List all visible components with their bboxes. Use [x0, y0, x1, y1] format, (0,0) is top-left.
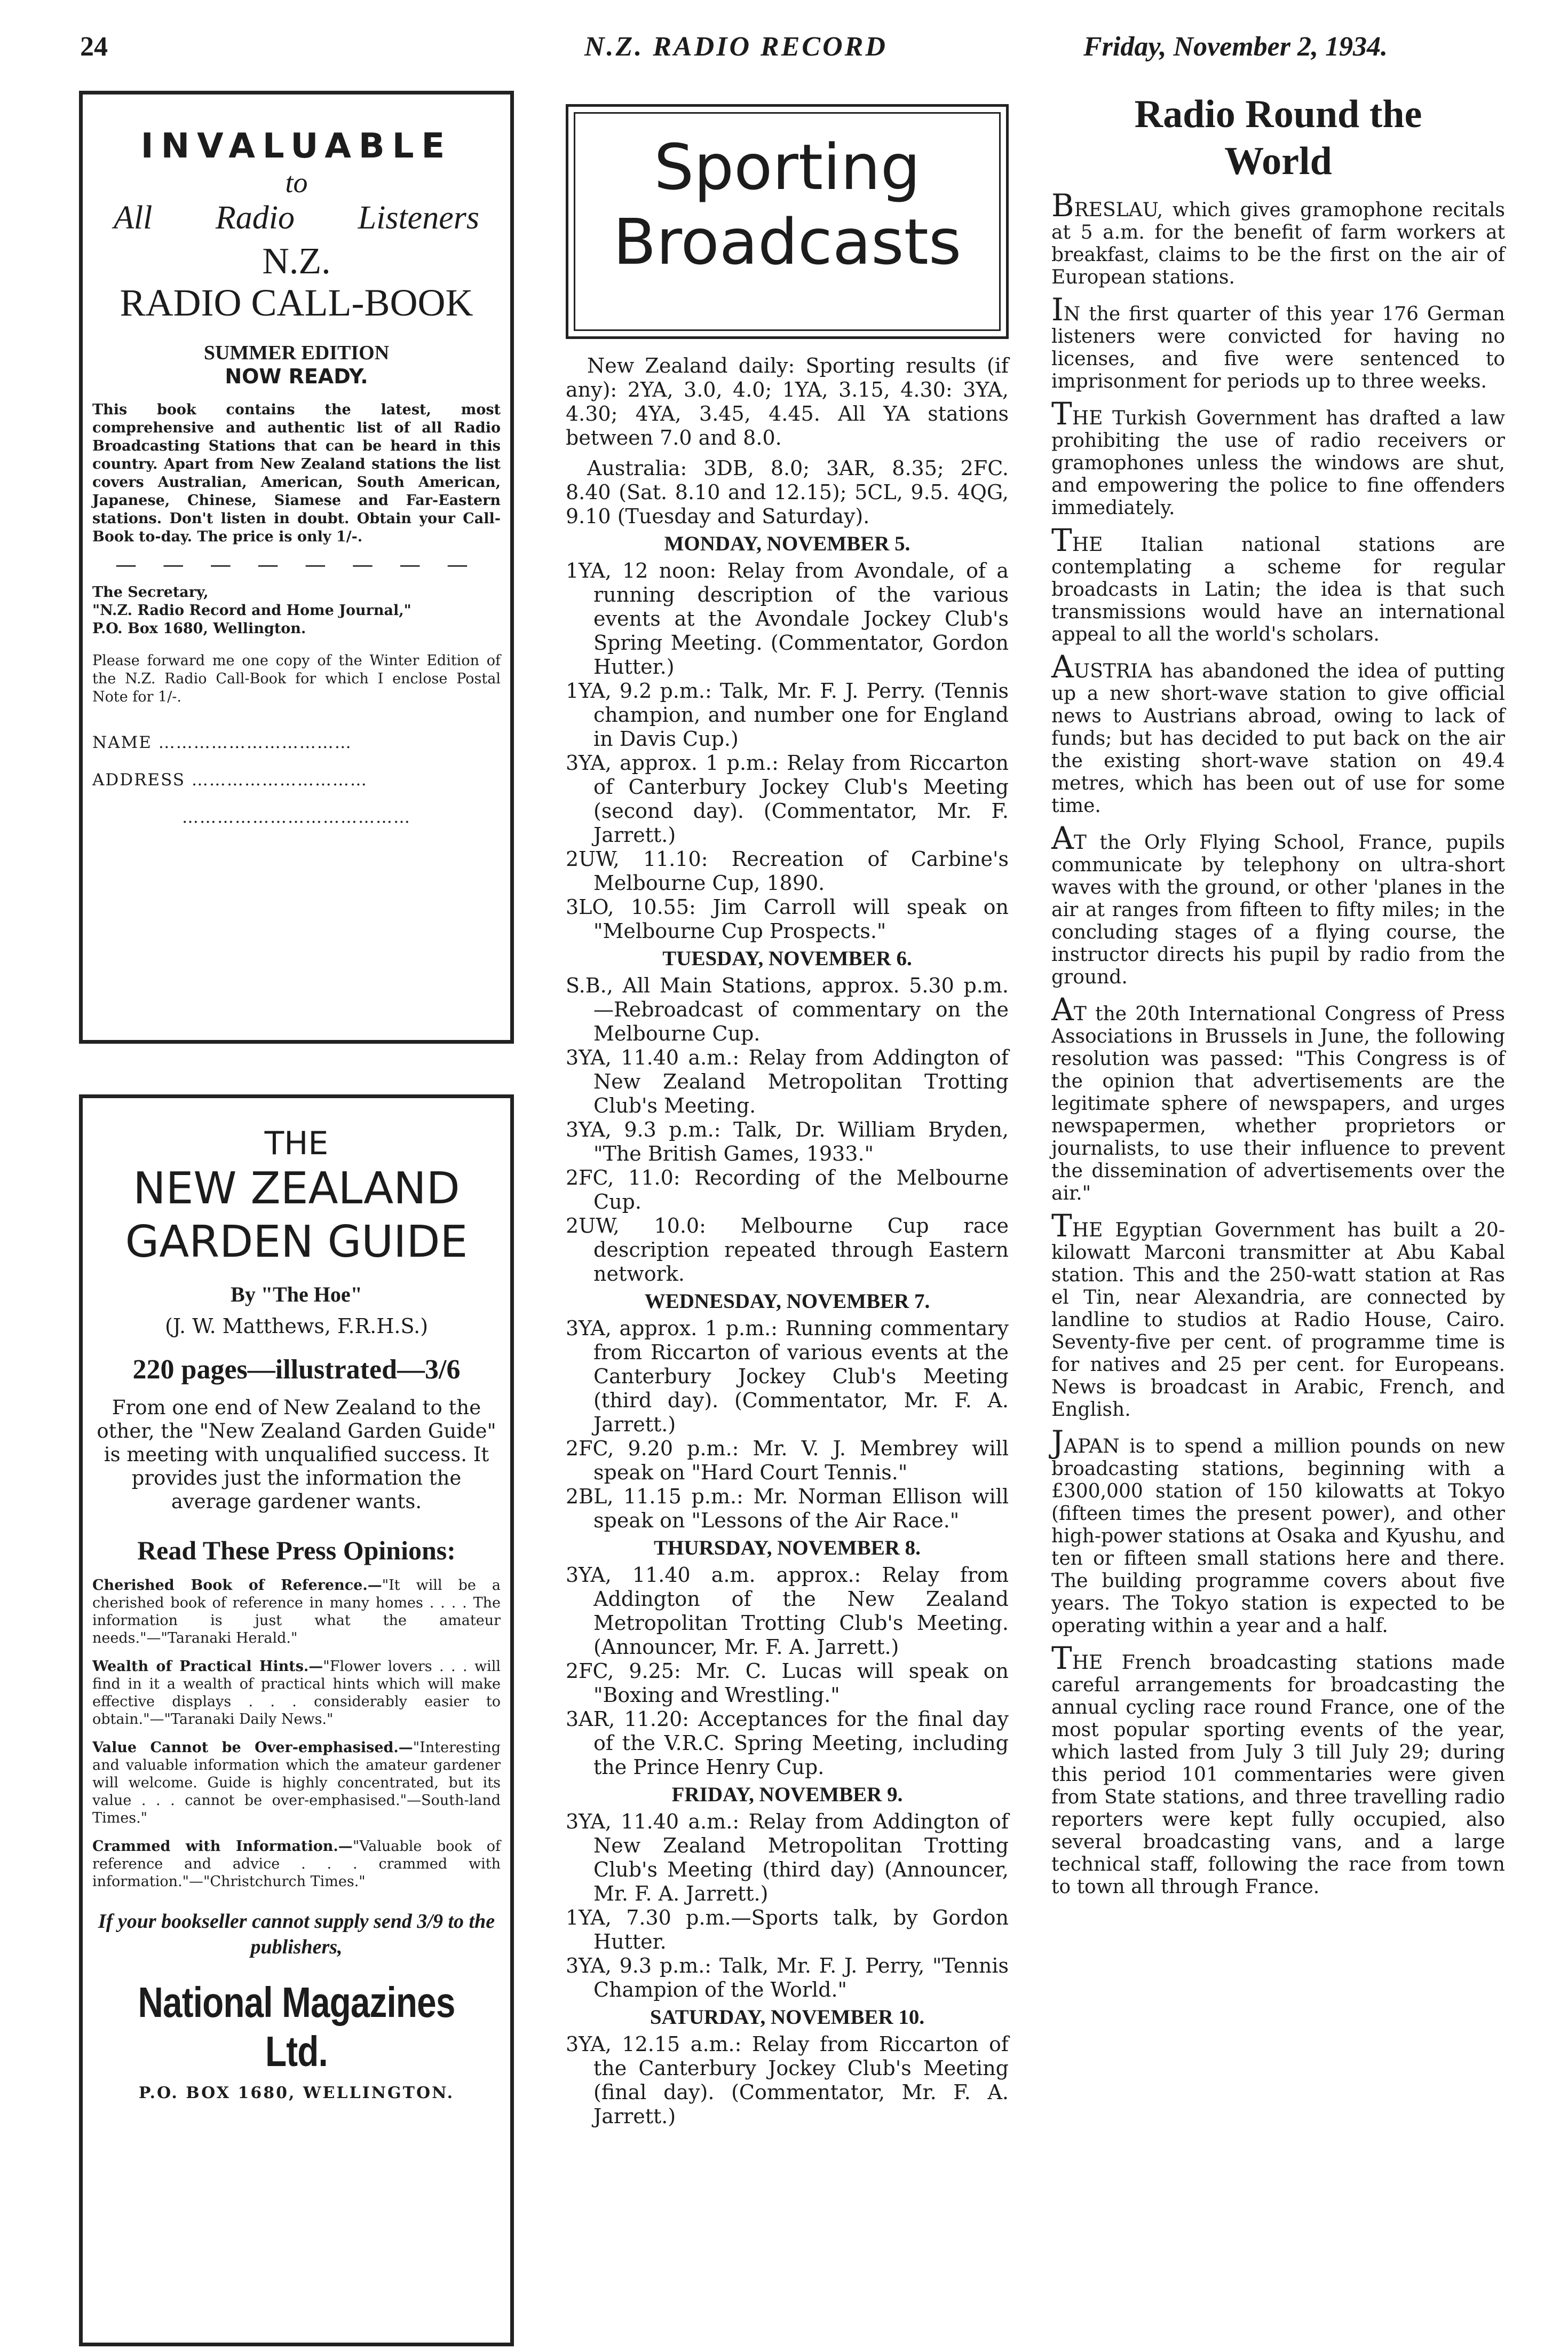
broadcast-entry: 1YA, 9.2 p.m.: Talk, Mr. F. J. Perry. (Tennis champion, and number one for England in Davis Cup.) — [566, 679, 1009, 751]
garden-author: (J. W. Matthews, F.R.H.S.) — [164, 1314, 429, 1338]
news-item: IN the first quarter of this year 176 German listeners were convicted for having no licenses, and five were sentenced to imprisonment for periods up to three weeks. — [1051, 291, 1505, 392]
coupon-address-field — [92, 770, 501, 790]
opinion-text: "Valuable book of reference and advice . . . crammed with information."—"Christchurch Times." — [92, 1838, 501, 1890]
broadcast-entry: 1YA, 12 noon: Relay from Avondale, of a running description of the various events at the Avondale Jockey Club's Spring Meeting. (Commentator, Gordon Hutter.) — [566, 559, 1009, 679]
garden-title-line1: NEW ZEALAND — [133, 1163, 460, 1214]
press-opinion — [92, 1576, 501, 1647]
broadcast-entry: 3YA, 12.15 a.m.: Relay from Riccarton of the Canterbury Jockey Club's Meeting (final day). (Commentator, Mr. F. A. Jarrett.) — [566, 2032, 1009, 2128]
news-item: THE French broadcasting stations made careful arrangements for broadcasting the annual cycling race round France, one of the most popular sporting events of the year, which lasted from July 3 till July 29; during this period 101 commentaries were given from State stations, and three travelling radio reporters were kept fully occupied, also several broadcasting vans, and a large technical staff, following the race from town to town all through France. — [1051, 1640, 1505, 1898]
day-heading: SATURDAY, NOVEMBER 10. — [650, 2006, 925, 2029]
press-opinion — [92, 1658, 501, 1728]
publication-title: N.Z. RADIO RECORD — [584, 31, 888, 62]
news-item: THE Italian national stations are contemplating a scheme for regular broadcasts in Latin; the idea is that such transmissions would have an international appeal to all the world's scholars. — [1051, 522, 1505, 645]
garden-the: THE — [264, 1125, 329, 1162]
news-item: THE Egyptian Government has built a 20-kilowatt Marconi transmitter at Abu Kabal station. This and the 250-watt station at Ras el Tin, near Alexandria, are connected by landline to studios at Radio House, Cairo. Seventy-five per cent. of programme time is for natives and 25 per cent. for Europeans. News is broadcast in Arabic, French, and English. — [1051, 1208, 1505, 1421]
opinion-text: "Interesting and valuable information which the amateur gardener will welcome. Guide is highly concentrated, but its value . . . cannot be over-emphasised."—South-land Times." — [92, 1739, 501, 1826]
publisher-name: National Magazines Ltd. — [138, 1978, 455, 2075]
opinion-text: "It will be a cherished book of reference in many homes . . . . The information is just what the amateur needs."—"Taranaki Herald." — [92, 1577, 501, 1646]
ad-headline: INVALUABLE — [140, 127, 453, 166]
ad-body: This book contains the latest, most comprehensive and authentic list of all Radio Broadcasting Stations that can be heard in this country. Apart from New Zealand stations the list covers Australian, American, South American, Japanese, Chinese, Siamese and Far-Eastern stations. Don't listen in doubt. Obtain your Call-Book to-day. The price is only 1/-. — [92, 401, 501, 545]
ad-divider: — — — — — — — — — [115, 553, 478, 577]
broadcast-entry: 2UW, 10.0: Melbourne Cup race description repeated through Eastern network. — [566, 1214, 1009, 1286]
press-opinion — [92, 1739, 501, 1827]
broadcast-entry: 3YA, 9.3 p.m.: Talk, Mr. F. J. Perry, "Tennis Champion of the World." — [566, 1954, 1009, 2001]
broadcast-entry: 3YA, 9.3 p.m.: Talk, Dr. William Bryden, "The British Games, 1933." — [566, 1118, 1009, 1165]
sporting-intro-australia: Australia: 3DB, 8.0; 3AR, 8.35; 2FC. 8.40 (Sat. 8.10 and 12.15); 5CL, 9.5. 4QG, 9.10 (Tuesday and Saturday). — [566, 456, 1009, 528]
news-item: THE Turkish Government has drafted a law prohibiting the use of radio receivers or gramophones unless the windows are shut, and empowering the police to fine offenders immediately. — [1051, 396, 1505, 519]
broadcast-entry: 2FC, 11.0: Recording of the Melbourne Cup. — [566, 1166, 1009, 1213]
audience-word-radio: Radio — [215, 200, 295, 236]
address-label: ADDRESS — [92, 770, 185, 790]
sporting-broadcasts-column — [566, 104, 1009, 2129]
news-item: BRESLAU, which gives gramophone recitals at 5 a.m. for the benefit of farm workers at breakfast, claims to be the first on the air of European stations. — [1051, 187, 1505, 288]
news-item: JAPAN is to spend a million pounds on new broadcasting stations, beginning with a £300,000 station of 150 kilowatts at Tokyo (fifteen times the present power), and other high-power stations at Osaka and Kyushu, and ten or fifteen small stations here and there. The building programme covers about five years. The Tokyo station is expected to be operating within a year and a half. — [1051, 1424, 1505, 1637]
day-heading: THURSDAY, NOVEMBER 8. — [654, 1536, 921, 1559]
broadcast-entry: 3YA, 11.40 a.m. approx.: Relay from Addington of the New Zealand Metropolitan Trotting Club's Meeting. (Announcer, Mr. F. A. Jarrett.) — [566, 1563, 1009, 1659]
publisher-address: P.O. BOX 1680, WELLINGTON. — [138, 2084, 455, 2102]
ad-nz: N.Z. — [262, 241, 331, 282]
radio-world-title-line1: Radio Round the — [1134, 92, 1422, 136]
broadcast-entry: 3LO, 10.55: Jim Carroll will speak on "Melbourne Cup Prospects." — [566, 895, 1009, 943]
garden-pages-price: 220 pages—illustrated—3/6 — [132, 1354, 461, 1385]
name-dots: …………………………… — [158, 733, 352, 752]
day-schedule-list — [566, 532, 1009, 2129]
ad-status: NOW READY. — [225, 365, 368, 388]
coupon-address-field-2: ………………………………… — [182, 808, 411, 827]
order-coupon-text: Please forward me one copy of the Winter Edition of the N.Z. Radio Call-Book for which I enclose Postal Note for 1/-. — [92, 652, 501, 705]
opinion-head: Value Cannot be Over-emphasised.— — [92, 1739, 413, 1756]
day-heading: TUESDAY, NOVEMBER 6. — [662, 947, 912, 970]
press-opinion — [92, 1838, 501, 1890]
page-number: 24 — [80, 31, 108, 62]
opinion-head: Crammed with Information.— — [92, 1838, 353, 1855]
sporting-title-line2: Broadcasts — [613, 205, 962, 279]
press-opinions-heading: Read These Press Opinions: — [137, 1535, 456, 1565]
news-item-list — [1051, 187, 1505, 1898]
journal-line: "N.Z. Radio Record and Home Journal," — [92, 602, 411, 619]
radio-round-world-column — [1051, 91, 1505, 1898]
sporting-body — [566, 354, 1009, 2129]
sporting-title-inner — [574, 112, 1001, 331]
broadcast-entry: 3YA, approx. 1 p.m.: Running commentary from Riccarton of various events at the Canterbury Jockey Club's Meeting (third day). (Commentator, Mr. F. A. Jarrett.) — [566, 1317, 1009, 1436]
issue-date: Friday, November 2, 1934. — [1083, 31, 1388, 62]
day-heading: FRIDAY, NOVEMBER 9. — [671, 1783, 903, 1806]
news-item: AT the Orly Flying School, France, pupils communicate by telephony on ultra-short waves with the ground, or other 'planes in the air at ranges from fifteen to fifty miles; in the concluding stages of a flying course, the instructor directs his pupil by radio from the ground. — [1051, 820, 1505, 988]
coupon-name-field — [92, 733, 501, 752]
day-heading: MONDAY, NOVEMBER 5. — [664, 532, 910, 555]
broadcast-entry: 2UW, 11.10: Recreation of Carbine's Melbourne Cup, 1890. — [566, 847, 1009, 895]
broadcast-entry: 3YA, 11.40 a.m.: Relay from Addington of New Zealand Metropolitan Trotting Club's Meeting (third day) (Announcer, Mr. F. A. Jarrett.) — [566, 1810, 1009, 1905]
audience-word-listeners: Listeners — [358, 200, 479, 236]
garden-title-line2: GARDEN GUIDE — [125, 1217, 468, 1267]
news-item: AT the 20th International Congress of Press Associations in Brussels in June, the following resolution was passed: "This Congress is of the opinion that advertisements are the legitimate sphere of newspapers, and urges newspapermen, whether proprietors or journalists, to use their influence to prevent the dissemination of advertisements over the air." — [1051, 991, 1505, 1204]
opinion-head: Wealth of Practical Hints.— — [92, 1658, 323, 1675]
opinion-head: Cherished Book of Reference.— — [92, 1577, 382, 1594]
address-dots: ………………………… — [191, 770, 368, 790]
radio-world-title-line2: World — [1224, 139, 1332, 183]
supply-notice: If your bookseller cannot supply send 3/9 to the publishers, — [98, 1910, 495, 1958]
broadcast-entry: 3YA, approx. 1 p.m.: Relay from Riccarton of Canterbury Jockey Club's Meeting (second day). (Commentator, Mr. F. Jarrett.) — [566, 751, 1009, 847]
ad-to: to — [285, 167, 308, 199]
garden-body: From one end of New Zealand to the other, the "New Zealand Garden Guide" is meeting with unqualified success. It provides just the information the average gardener wants. — [97, 1396, 496, 1513]
secretary-line: The Secretary, — [92, 584, 209, 601]
audience-word-all: All — [114, 200, 153, 236]
garden-guide-advertisement — [79, 1094, 514, 2346]
sporting-title-box — [566, 104, 1009, 339]
sporting-title-line1: Sporting — [654, 130, 921, 204]
po-box-line: P.O. Box 1680, Wellington. — [92, 620, 306, 637]
left-column-ads — [79, 91, 514, 2346]
ad-edition: SUMMER EDITION — [203, 342, 390, 364]
name-label: NAME — [92, 733, 152, 752]
broadcast-entry: 2BL, 11.15 p.m.: Mr. Norman Ellison will speak on "Lessons of the Air Race." — [566, 1485, 1009, 1532]
news-item: AUSTRIA has abandoned the idea of putting up a new short-wave station to give official news to Austrians abroad, owing to lack of funds; but has decided to put back on the air the existing short-wave station on 49.4 metres, which has been out of use for some time. — [1051, 649, 1505, 817]
broadcast-entry: 2FC, 9.25: Mr. C. Lucas will speak on "Boxing and Wrestling." — [566, 1659, 1009, 1707]
ad-audience — [92, 199, 501, 237]
broadcast-entry: 1YA, 7.30 p.m.—Sports talk, by Gordon Hutter. — [566, 1906, 1009, 1953]
day-heading: WEDNESDAY, NOVEMBER 7. — [644, 1290, 930, 1313]
broadcast-entry: S.B., All Main Stations, approx. 5.30 p.m.—Rebroadcast of commentary on the Melbourne Cup. — [566, 974, 1009, 1045]
ad-product-title: RADIO CALL-BOOK — [120, 281, 473, 324]
opinion-text: "Flower lovers . . . will find in it a wealth of practical hints which will make effective displays . . . considerably easier to obtain."—"Taranaki Daily News." — [92, 1658, 501, 1728]
broadcast-entry: 3YA, 11.40 a.m.: Relay from Addington of New Zealand Metropolitan Trotting Club's Meeting. — [566, 1046, 1009, 1117]
broadcast-entry: 3AR, 11.20: Acceptances for the final day of the V.R.C. Spring Meeting, including the Prince Henry Cup. — [566, 1707, 1009, 1779]
garden-byline: By "The Hoe" — [231, 1282, 362, 1306]
call-book-advertisement — [79, 91, 514, 1044]
broadcast-entry: 2FC, 9.20 p.m.: Mr. V. J. Membrey will speak on "Hard Court Tennis." — [566, 1437, 1009, 1484]
sporting-intro-nz: New Zealand daily: Sporting results (if any): 2YA, 3.0, 4.0; 1YA, 3.15, 4.30: 3YA, 4.30; 4YA, 3.45, 4.45. All YA stations between 7.0 and 8.0. — [566, 354, 1009, 450]
